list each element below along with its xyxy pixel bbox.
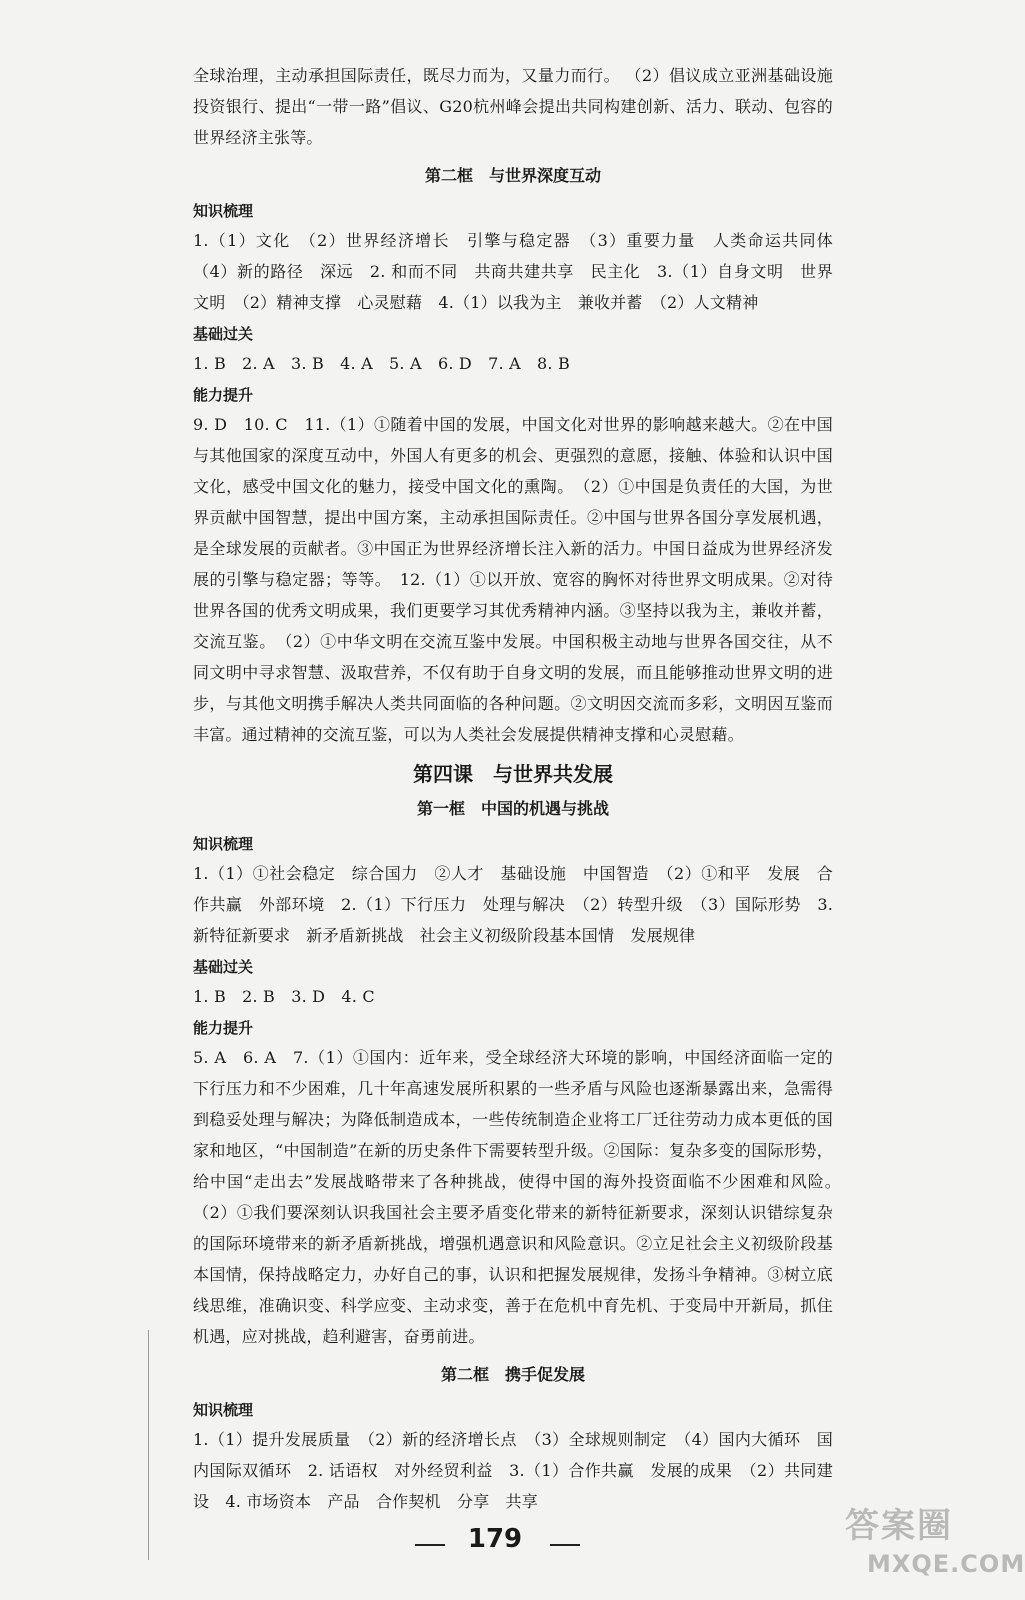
ability-heading: 能力提升 [193, 386, 254, 404]
knowledge-answers: 1.（1）文化 （2）世界经济增长 引擎与稳定器 （3）重要力量 人类命运共同体 （4）新的路径 深远 2. 和而不同 共商共建共享 民主化 3.（1）自身文明 世界文明 （2）精神支撑 心灵慰藉 4.（1）以我为主 兼收并蓄 （2）人文精神 [193, 231, 850, 312]
frame-title-deep-interaction: 第二框 与世界深度互动 [424, 166, 601, 185]
left-dash [415, 1544, 445, 1546]
frame-title-joint-development: 第二框 携手促发展 [440, 1365, 585, 1384]
knowledge-heading: 知识梳理 [193, 202, 254, 220]
knowledge-heading: 知识梳理 [193, 835, 254, 853]
watermark-cn-text: 答案圈 [845, 1506, 953, 1546]
knowledge-heading: 知识梳理 [193, 1401, 254, 1419]
watermark-logo [845, 1498, 1025, 1593]
page-content [193, 60, 850, 1517]
lesson-title: 第四课 与世界共发展 [413, 762, 613, 786]
knowledge-answers: 1.（1）①社会稳定 综合国力 ②人才 基础设施 中国智造 （2）①和平 发展 合作共赢 外部环境 2.（1）下行压力 处理与解决 （2）转型升级 （3）国际形势 3. 新特征新要求 新矛盾新挑战 社会主义初级阶段基本国情 发展规律 [193, 864, 833, 945]
basic-answers: 1. B 2. B 3. D 4. C [193, 987, 375, 1006]
continued-answer-paragraph: 全球治理，主动承担国际责任，既尽力而为，又量力而行。 （2）倡议成立亚洲基础设施投资银行、提出“一带一路”倡议、G20杭州峰会提出共同构建创新、活力、联动、包容的世界经济主张等。 [193, 66, 833, 147]
knowledge-answers: 1.（1）提升发展质量 （2）新的经济增长点 （3）全球规则制定 （4）国内大循环 国内国际双循环 2. 话语权 对外经贸利益 3.（1）合作共赢 发展的成果 （2）共同建设 4. 市场资本 产品 合作契机 分享 共享 [193, 1430, 833, 1511]
basic-answers: 1. B 2. A 3. B 4. A 5. A 6. D 7. A 8. B [193, 354, 570, 373]
watermark-en-text: MXQE.COM [867, 1550, 1025, 1578]
right-dash [550, 1544, 580, 1546]
basic-heading: 基础过关 [193, 958, 254, 976]
frame-title-opportunities: 第一框 中国的机遇与挑战 [416, 799, 609, 818]
ability-answers: 9. D 10. C 11.（1）①随着中国的发展，中国文化对世界的影响越来越大。②在中国与其他国家的深度互动中，外国人有更多的机会、更强烈的意愿，接触、体验和认识中国文化，感受中国文化的魅力，接受中国文化的熏陶。 （2）①中国是负责任的大国，为世界贡献中国智慧，提出中国方案，主动承担国际责任。②中国与世界各国分享发展机遇，是全球发展的贡献者。③中国正为世界经济增长注入新的活力。中国日益成为世界经济发展的引擎与稳定器；等等。 12.（1）①以开放、宽容的胸怀对待世界文明成果。②对待世界各国的优秀文明成果，我们更要学习其优秀精神内涵。③坚持以我为主，兼收并蓄，交流互鉴。 （2）①中华文明在交流互鉴中发展。中国积极主动地与世界各国交往，从不同文明中寻求智慧、汲取营养，不仅有助于自身文明的发展，而且能够推动世界文明的进步，与其他文明携手解决人类共同面临的各种问题。②文明因交流而多彩，文明因互鉴而丰富。通过精神的交流互鉴，可以为人类社会发展提供精神支撑和心灵慰藉。 [193, 415, 833, 744]
page-number: 179 [467, 1524, 523, 1554]
ability-heading: 能力提升 [193, 1019, 254, 1037]
ability-answers: 5. A 6. A 7.（1）①国内：近年来，受全球经济大环境的影响，中国经济面临一定的下行压力和不少困难，几十年高速发展所积累的一些矛盾与风险也逐渐暴露出来，急需得到稳妥处理与解决；为降低制造成本，一些传统制造企业将工厂迁往劳动力成本更低的国家和地区，“中国制造”在新的历史条件下需要转型升级。②国际：复杂多变的国际形势，给中国“走出去”发展战略带来了各种挑战，使得中国的海外投资面临不少困难和风险。 （2）①我们要深刻认识我国社会主要矛盾变化带来的新特征新要求，深刻认识错综复杂的国际环境带来的新矛盾新挑战，增强机遇意识和风险意识。②立足社会主义初级阶段基本国情，保持战略定力，办好自己的事，认识和把握发展规律，发扬斗争精神。③树立底线思维，准确识变、科学应变、主动求变，善于在危机中育先机、于变局中开新局，抓住机遇，应对挑战，趋利避害，奋勇前进。 [193, 1048, 850, 1346]
basic-heading: 基础过关 [193, 325, 254, 343]
